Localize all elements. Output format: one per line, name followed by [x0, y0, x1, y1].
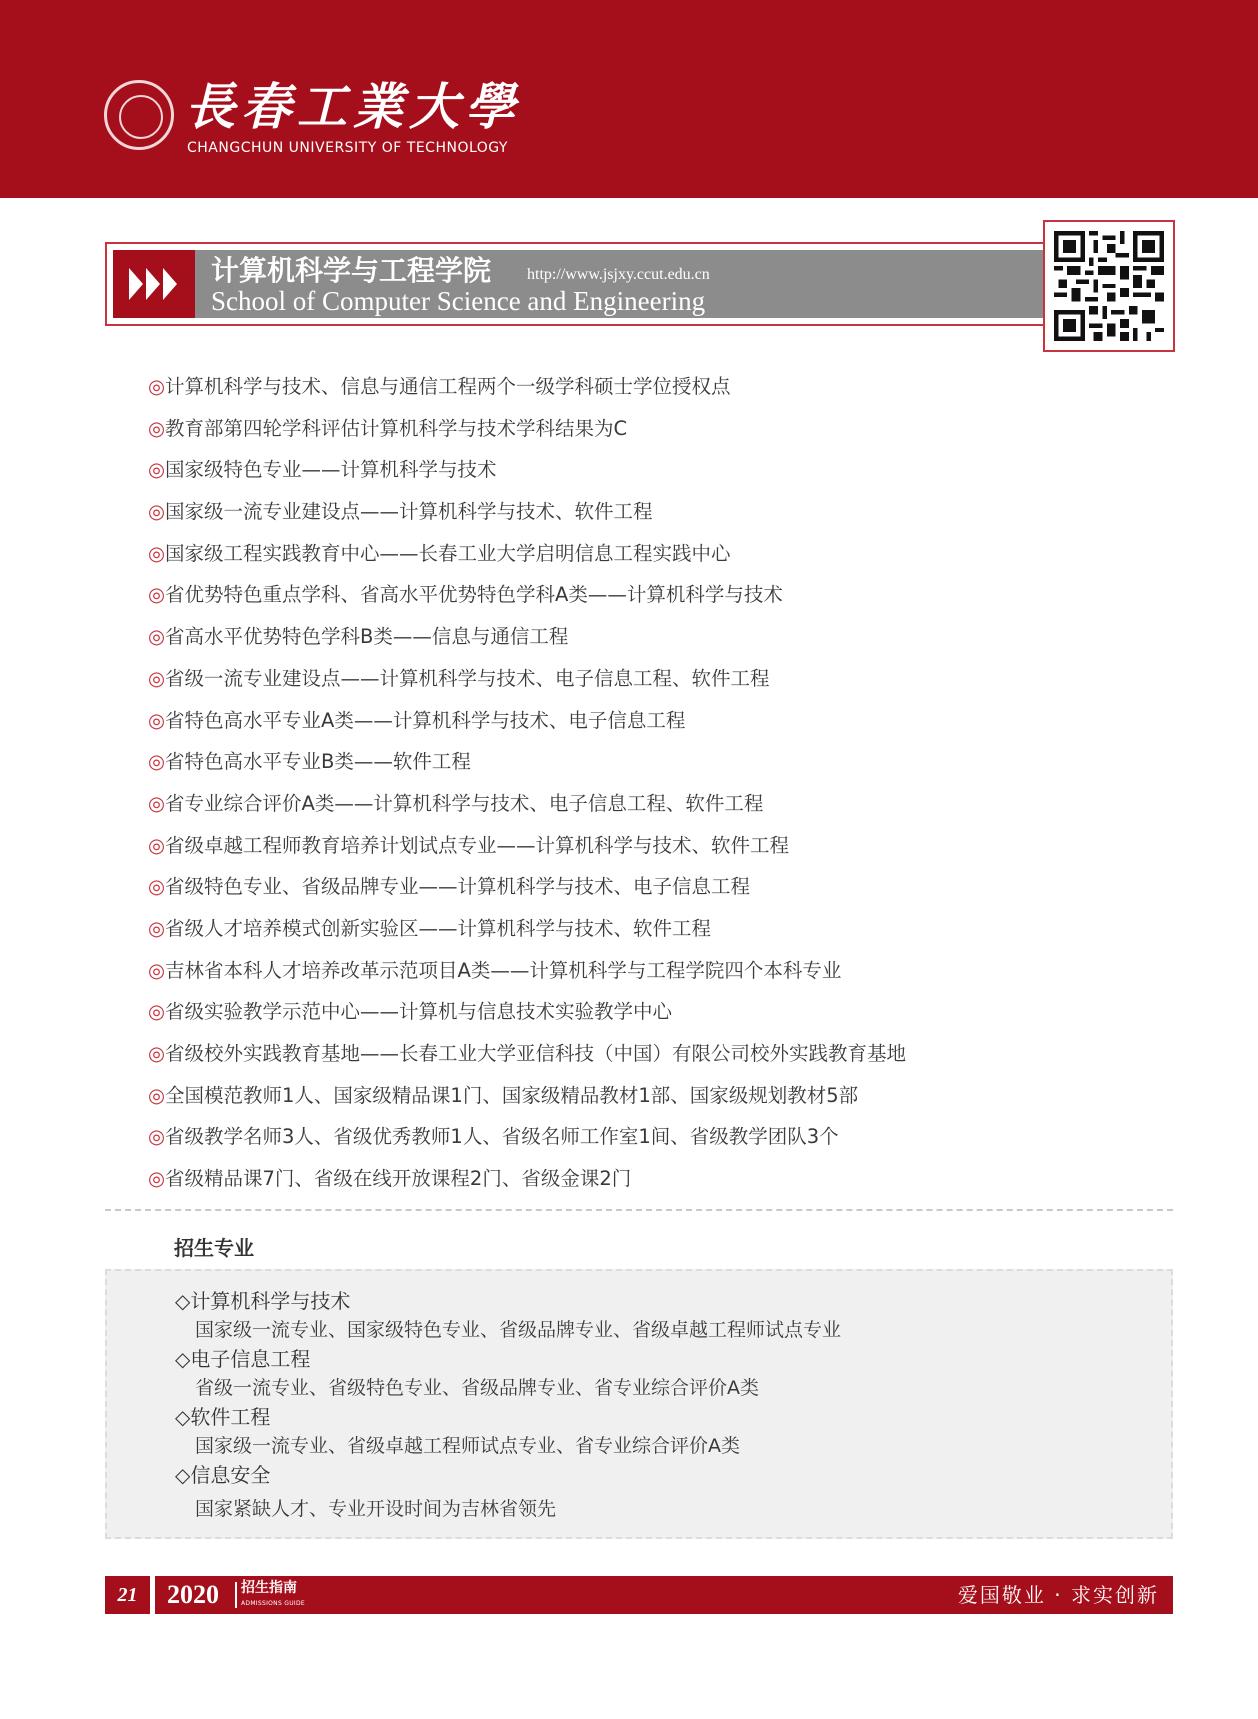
list-item-text: 省级人才培养模式创新实验区——计算机科学与技术、软件工程 [165, 916, 712, 940]
qr-code-frame [1043, 220, 1175, 352]
college-name-cn: 计算机科学与工程学院 [211, 254, 492, 287]
bullet-icon: ◎ [148, 1083, 166, 1107]
feature-list [148, 366, 906, 1200]
list-item-text: 省级校外实践教育基地——长春工业大学亚信科技（中国）有限公司校外实践教育基地 [165, 1042, 907, 1065]
title-arrow-block [113, 250, 195, 318]
page-header [0, 0, 1258, 198]
bullet-icon: ◎ [148, 1000, 166, 1024]
list-item [148, 741, 906, 783]
list-item-text: 省特色高水平专业A类——计算机科学与技术、电子信息工程 [165, 708, 686, 732]
list-item-text: 国家级工程实践教育中心——长春工业大学启明信息工程实践中心 [165, 541, 731, 565]
list-item [148, 491, 906, 533]
list-item [148, 408, 906, 450]
bullet-icon: ◎ [148, 500, 166, 524]
major-name: ◇电子信息工程 [175, 1347, 311, 1371]
major-desc: 国家级一流专业、国家级特色专业、省级品牌专业、省级卓越工程师试点专业 [195, 1319, 842, 1341]
bullet-icon: ◎ [148, 666, 166, 690]
list-item [148, 991, 906, 1033]
major-desc: 国家级一流专业、省级卓越工程师试点专业、省专业综合评价A类 [195, 1435, 740, 1457]
bullet-icon: ◎ [148, 1167, 166, 1191]
list-item [148, 825, 906, 867]
list-item-text: 省特色高水平专业B类——软件工程 [165, 750, 471, 774]
major-desc: 省级一流专业、省级特色专业、省级品牌专业、省专业综合评价A类 [195, 1377, 759, 1399]
list-item [148, 1033, 906, 1075]
list-item-text: 省级卓越工程师教育培养计划试点专业——计算机科学与技术、软件工程 [165, 833, 790, 857]
list-item-text: 省级一流专业建设点——计算机科学与技术、电子信息工程、软件工程 [165, 666, 770, 690]
bullet-icon: ◎ [148, 833, 166, 857]
list-item-text: 省级实验教学示范中心——计算机与信息技术实验教学中心 [165, 1000, 673, 1024]
list-item [148, 1116, 906, 1158]
list-item-text: 国家级特色专业——计算机科学与技术 [165, 458, 497, 482]
list-item-text: 省级特色专业、省级品牌专业——计算机科学与技术、电子信息工程 [165, 875, 751, 899]
list-item-text: 全国模范教师1人、国家级精品课1门、国家级精品教材1部、国家级规划教材5部 [165, 1083, 859, 1107]
major-item [175, 1287, 841, 1345]
bullet-icon: ◎ [148, 541, 166, 565]
list-item [148, 616, 906, 658]
bullet-icon: ◎ [148, 583, 166, 607]
list-item-text: 吉林省本科人才培养改革示范项目A类——计算机科学与工程学院四个本科专业 [165, 958, 842, 982]
list-item-text: 省级精品课7门、省级在线开放课程2门、省级金课2门 [165, 1167, 632, 1191]
list-item-text: 省专业综合评价A类——计算机科学与技术、电子信息工程、软件工程 [165, 791, 764, 815]
bullet-icon: ◎ [148, 375, 166, 398]
footer-bar [155, 1576, 1173, 1614]
bullet-icon: ◎ [148, 416, 166, 440]
list-item-text: 省优势特色重点学科、省高水平优势特色学科A类——计算机科学与技术 [165, 583, 783, 607]
bullet-icon: ◎ [148, 1042, 166, 1065]
triple-arrow-icon [127, 264, 181, 304]
major-item [175, 1461, 556, 1529]
list-item-text: 省高水平优势特色学科B类——信息与通信工程 [165, 625, 569, 649]
major-name: ◇软件工程 [175, 1405, 271, 1429]
bullet-icon: ◎ [148, 458, 166, 482]
bullet-icon: ◎ [148, 750, 166, 774]
college-name-en: School of Computer Science and Engineering [211, 286, 706, 316]
university-emblem-icon [104, 80, 174, 150]
footer-separator [235, 1582, 237, 1608]
list-item [148, 366, 906, 408]
majors-box [105, 1269, 1173, 1539]
title-gray-band [195, 250, 1051, 318]
page-number: 21 [105, 1576, 150, 1614]
bullet-icon: ◎ [148, 875, 166, 899]
list-item-text: 计算机科学与技术、信息与通信工程两个一级学科硕士学位授权点 [165, 375, 731, 398]
major-desc: 国家紧缺人才、专业开设时间为吉林省领先 [195, 1498, 557, 1520]
university-name-en: CHANGCHUN UNIVERSITY OF TECHNOLOGY [187, 140, 508, 156]
college-url[interactable]: http://www.jsjxy.ccut.edu.cn [527, 266, 710, 283]
list-item [148, 908, 906, 950]
majors-heading: 招生专业 [174, 1236, 254, 1260]
bullet-icon: ◎ [148, 958, 166, 982]
list-item [148, 700, 906, 742]
list-item [148, 658, 906, 700]
list-item-text: 国家级一流专业建设点——计算机科学与技术、软件工程 [165, 500, 653, 524]
list-item [148, 533, 906, 575]
list-item [148, 574, 906, 616]
list-item-text: 教育部第四轮学科评估计算机科学与技术学科结果为C [165, 416, 628, 440]
footer-year: 2020 [167, 1580, 219, 1609]
footer-slogan: 爱国敬业 · 求实创新 [957, 1583, 1159, 1607]
major-item [175, 1345, 759, 1403]
page-footer [105, 1576, 1173, 1614]
list-item [148, 449, 906, 491]
bullet-icon: ◎ [148, 625, 166, 649]
college-title-box [105, 242, 1055, 326]
bullet-icon: ◎ [148, 708, 166, 732]
bullet-icon: ◎ [148, 791, 166, 815]
list-item-text: 省级教学名师3人、省级优秀教师1人、省级名师工作室1间、省级教学团队3个 [165, 1125, 839, 1149]
list-item [148, 1075, 906, 1117]
qr-code-icon[interactable] [1054, 231, 1164, 341]
list-item [148, 1158, 906, 1200]
list-item [148, 950, 906, 992]
bullet-icon: ◎ [148, 916, 166, 940]
major-name: ◇信息安全 [175, 1463, 271, 1487]
list-item [148, 866, 906, 908]
major-item [175, 1403, 740, 1461]
bullet-icon: ◎ [148, 1125, 166, 1149]
university-name-cn: 長春工業大學 [185, 77, 521, 136]
list-item [148, 783, 906, 825]
guide-title-en: ADMISSIONS GUIDE [241, 1600, 306, 1607]
section-divider [105, 1209, 1173, 1211]
major-name: ◇计算机科学与技术 [175, 1289, 351, 1313]
guide-title-cn: 招生指南 [241, 1580, 297, 1596]
